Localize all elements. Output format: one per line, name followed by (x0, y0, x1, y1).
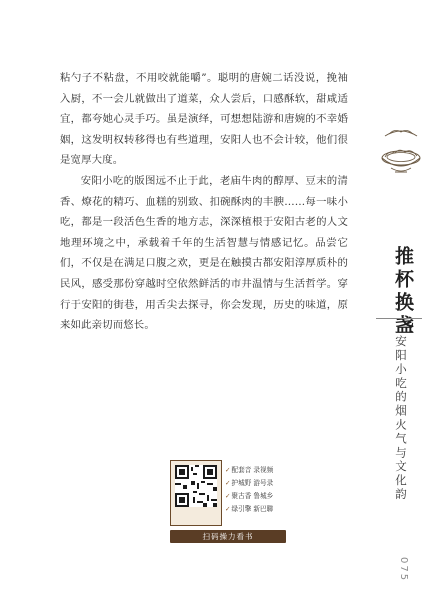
qr-service-item: ✓配套音 录视频 (225, 466, 274, 474)
qr-code-icon[interactable] (175, 465, 217, 507)
body-text (60, 68, 348, 336)
qr-service-item: ✓绿引擎 新巴聯 (225, 505, 274, 513)
section-title: 推杯换盏 (392, 246, 414, 338)
qr-frame (170, 460, 222, 526)
paragraph-1: 粘勺子不粘盘，不用咬就能嚼”。聪明的唐婉二话没说，挽袖入厨，不一会儿就做出了道菜，众人尝后，口感酥软，甜咸适宜，都夸她心灵手巧。虽是演绎，可想想陆游和唐婉的不幸婚姻，这发明权转移得也有些道理，安阳人也不会计较，他们很是宽厚大度。 (60, 72, 348, 167)
dish-illustration-icon (379, 126, 423, 186)
qr-service-list (225, 464, 287, 516)
paragraph-2: 安阳小吃的版图远不止于此，老庙牛肉的醇厚、豆末的清香、燎花的精巧、血糕的别致、扣碗酥肉的丰腴……每一味小吃，都是一段活色生香的地方志，深深植根于安阳古老的人文地理环境之中，承载着千年的生活智慧与情感记忆。品尝它们，不仅是在满足口腹之欢，更是在触摸古都安阳淳厚质朴的民风，感受那份穿越时空依然鲜活的市井温情与生活哲学。穿行于安阳的街巷，用舌尖去探寻，你会发现，历史的味道，原来如此亲切而悠长。 (60, 174, 348, 332)
qr-service-item: ✓聚古香 鲁城乡 (225, 492, 274, 500)
qr-banner: 扫码操力看书 (170, 530, 286, 543)
qr-promo (170, 460, 286, 544)
page-number: 075 (398, 557, 409, 583)
section-subtitle: 安阳小吃的烟火气与文化韵 (394, 335, 408, 502)
divider (376, 318, 422, 319)
qr-service-item: ✓护城野 游号录 (225, 479, 274, 487)
